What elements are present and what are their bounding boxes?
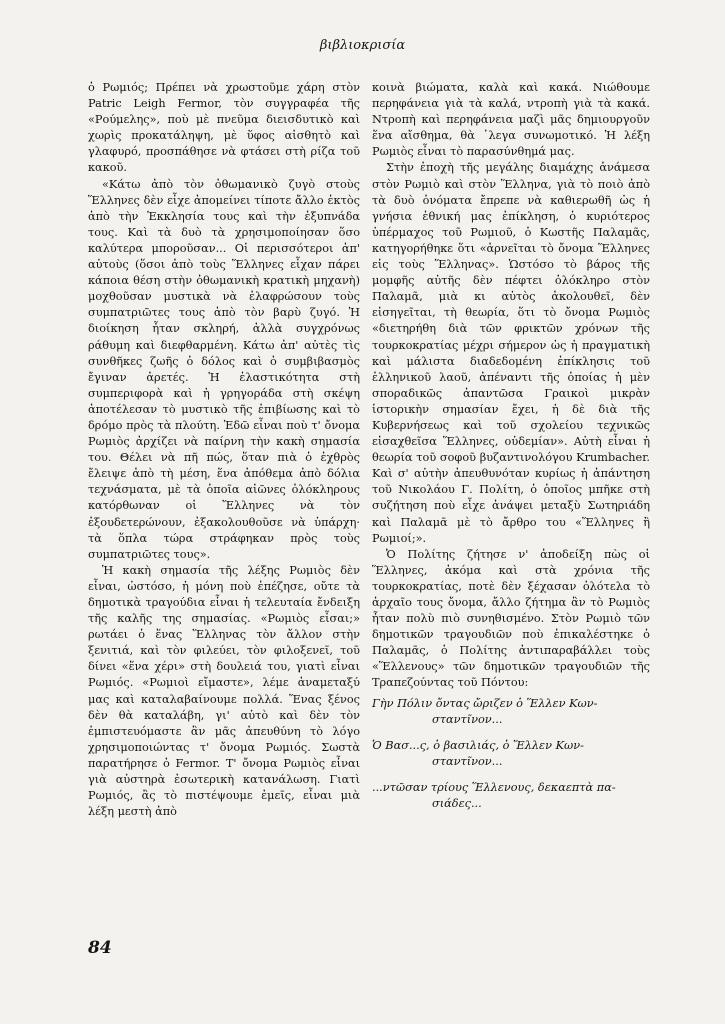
verse-line: Ὁ Βασ...ς, ὁ βασιλιάς, ὁ Ἕλλεν Κων- <box>372 738 584 752</box>
verse-line-continuation: σταντῖνον... <box>432 754 503 768</box>
right-column <box>372 80 650 812</box>
left-column <box>88 80 360 820</box>
verse-line-continuation: σταντῖνον... <box>432 712 503 726</box>
paragraph: κοινὰ βιώματα, καλὰ καὶ κακά. Νιώθουμε περηφάνεια γιὰ τὰ καλά, ντροπὴ γιὰ τὰ κακά. Ντροπὴ καὶ περηφάνεια μαζὶ μᾶς δημιουργοῦν ἕνα αἴσθημα, θὰ ᾽λεγα συνωμοτικό. Ἡ λέξη Ρωμιὸς εἶναι τὸ παρασύνθημά μας. <box>372 81 650 159</box>
verse-line: Γὴν Πόλιν ὄντας ὤριζεν ὁ Ἕλλεν Κων- <box>372 696 598 710</box>
verse-quote <box>372 696 650 813</box>
paragraph: Στὴν ἐποχὴ τῆς μεγάλης διαμάχης ἀνάμεσα στὸν Ρωμιὸ καὶ στὸν Ἕλληνα, γιὰ τὸ ποιὸ ἀπὸ τὰ δυὸ ὀνόματα ἔπρεπε νὰ καθιερωθῆ ὡς ἡ γνήσια ἐθνική μας ἐπίκληση, ὁ κυριότερος ὑπέρμαχος τοῦ Ρωμιοῦ, ὁ Κωστῆς Παλαμᾶς, κατηγορήθηκε ὅτι «ἀρνεῖται τὸ ὄνομα Ἕλληνες εἰς τοὺς Ἕλληνας». Ὡστόσο τὸ βάρος τῆς μομφῆς αὐτῆς δὲν πέφτει ὁλόκληρο στὸν Παλαμᾶ, μιὰ κι αὐτὸς ἀκολουθεῖ, δὲν εἰσηγεῖται, τὴ θεωρία, ὅτι τὸ ὄνομα Ρωμιὸς «διετηρήθη διὰ τῶν φρικτῶν χρόνων τῆς τουρκοκρατίας μέχρι σήμερον ὡς ἡ πραγματικὴ καὶ μάλιστα διαδεδομένη ἐπίκλησις τοῦ ἑλληνικοῦ λαοῦ, ἀπέναντι τῆς ὁποίας ἡ μὲν σποραδικῶς ἀπαντῶσα Γραικοὶ μικρὰν ἱστορικὴν σημασίαν ἔχει, ἡ δὲ διὰ τῆς Κυβερνήσεως καὶ τοῦ σχολείου τεχνικῶς εἰσαχθεῖσα Ἕλληνες, οὐδεμίαν». Αὐτὴ εἶναι ἡ θεωρία τοῦ σοφοῦ βυζαντινολόγου Krumbacher. Καὶ σ' αὐτὴν ἀπευθυνόταν κυρίως ἡ ἀπάντηση τοῦ Νικολάου Γ. Πολίτη, ὁ ὁποῖος μπῆκε στὴ συζήτηση ποὺ εἶχε ἀνάψει μεταξὺ Σωτηριάδη καὶ Παλαμᾶ μὲ τὸ ἄρθρο του «Ἕλληνες ἢ Ρωμιοί;». <box>372 161 650 545</box>
paragraph: Ὁ Πολίτης ζήτησε ν' ἀποδείξη πὼς οἱ Ἕλληνες, ἀκόμα καὶ στὰ χρόνια τῆς τουρκοκρατίας, ποτὲ δὲν ξέχασαν ὁλότελα τὸ ἀρχαῖο τους ὄνομα, ἄλλο ζήτημα ἂν τὸ Ρωμιὸς ἦταν πολὺ πιὸ συνηθισμένο. Στὸν Ρωμιὸ τῶν δημοτικῶν τραγουδιῶν ποὺ ἐπικαλέστηκε ὁ Παλαμᾶς, ὁ Πολίτης ἀντιπαραβάλλει τοὺς «Ἕλλενους» τῶν δημοτικῶν τραγουδιῶν τῆς Τραπεζούντας τοῦ Πόντου: <box>372 547 650 690</box>
paragraph: Ἡ κακὴ σημασία τῆς λέξης Ρωμιὸς δὲν εἶναι, ὡστόσο, ἡ μόνη ποὺ ἐπέζησε, οὔτε τὰ δημοτικὰ τραγούδια εἶναι ἡ τελευταία ἔνδειξη τῆς καλῆς της σημασίας. «Ρωμιὸς εἶσαι;» ρωτάει ὁ ἕνας Ἕλληνας τὸν ἄλλον στὴν ξενιτιά, καὶ τὸν φιλεύει, τὸν φιλοξενεῖ, τοῦ δίνει «ἕνα χέρι» στὴ δουλειά του, γιατὶ εἶναι Ρωμιός. «Ρωμιοὶ εἴμαστε», λέμε ἀναμεταξύ μας καὶ καταλαβαίνουμε πολλά. Ἕνας ξένος δὲν θὰ καταλάβη, γι' αὐτὸ καὶ δὲν τὸν ἐμπιστευόμαστε ἂν μᾶς ἀπευθύνη τὸ λόγο χρησιμοποιώντας τ' ὄνομα Ρωμιός. Σωστὰ παρατήρησε ὁ Fermor. Τ' ὄνομα Ρωμιὸς εἶναι γιὰ αὐστηρὰ ἐσωτερικὴ κατανάλωση. Γιατὶ Ρωμιός, ἂς τὸ πιστέψουμε ἐμεῖς, εἶναι μιὰ λέξη μεστὴ ἀπὸ <box>88 563 360 819</box>
page-number: 84 <box>88 938 112 958</box>
paragraph: «Κάτω ἀπὸ τὸν ὀθωμανικὸ ζυγὸ στοὺς Ἕλληνες δὲν εἶχε ἀπομείνει τίποτε ἄλλο ἐκτὸς ἀπὸ τὴν Ἐκκλησία τους καὶ τὴν ἐξυπνάδα τους. Καὶ τὰ δυὸ τὰ χρησιμοποίησαν ὅσο καλύτερα μποροῦσαν... Οἱ περισσότεροι ἀπ' αὐτοὺς (ὅσοι ἀπὸ τοὺς Ἕλληνες εἶχαν πάρει κάποια θέση στὴν ὀθωμανικὴ κρατικὴ μηχανὴ) μοχθοῦσαν μυστικὰ νὰ ἐλαφρώσουν τοὺς συμπατριῶτες τους ἀπὸ τὸν βαρὺ ζυγό. Ἡ διοίκηση ἦταν σκληρή, ἀλλὰ συγχρόνως ράθυμη καὶ διεφθαρμένη. Κάτω ἀπ' αὐτὲς τὶς συνθῆκες ζωῆς ὁ δόλος καὶ ὁ συμβιβασμὸς ἔγιναν ἀρετές. Ἡ ἐλαστικότητα στὴ συμπεριφορὰ καὶ ἡ γρηγοράδα στὴ σκέψη ἀποτέλεσαν τὸ μυστικὸ τῆς ἐπιβίωσης καὶ τὸ δρόμο πρὸς τὰ πλούτη. Ἐδῶ εἶναι ποὺ τ' ὄνομα Ρωμιὸς ἀρχίζει νὰ παίρνη τὴν κακὴ σημασία του. Θέλει νὰ πῆ πώς, ὅταν πιὰ ὁ ἐχθρὸς ἔλειψε ἀπὸ τὴ μέση, ἕνα ἀπόθεμα ἀπὸ δόλια τεχνάσματα, μὲ τὰ ὁποῖα αἰῶνες ὁλόκληρους κατόρθωναν οἱ Ἕλληνες νὰ τὸν ἐξουδετερώνουν, ἐξακολουθοῦσε νὰ ὑπάρχη· τὰ ὅπλα τώρα στράφηκαν πρὸς τοὺς συμπατριῶτες τους». <box>88 177 360 561</box>
verse-line: ...ντῶσαν τρίους Ἕλλενους, δεκαεπτὰ πα- <box>372 780 616 794</box>
paragraph: ὁ Ρωμιός; Πρέπει νὰ χρωστοῦμε χάρη στὸν Patric Leigh Fermor, τὸν συγγραφέα τῆς «Ρούμελης», ποὺ μὲ πνεῦμα διεισδυτικὸ καὶ χωρὶς προκατάληψη, μὲ ὕφος αἰσθητὸ καὶ γλαφυρό, προσπάθησε νὰ φτάσει στὴ ρίζα τοῦ κακοῦ. <box>88 81 360 175</box>
verse-line-continuation: σιάδες... <box>432 797 482 811</box>
running-head: βιβλιοκρισία <box>319 38 406 53</box>
